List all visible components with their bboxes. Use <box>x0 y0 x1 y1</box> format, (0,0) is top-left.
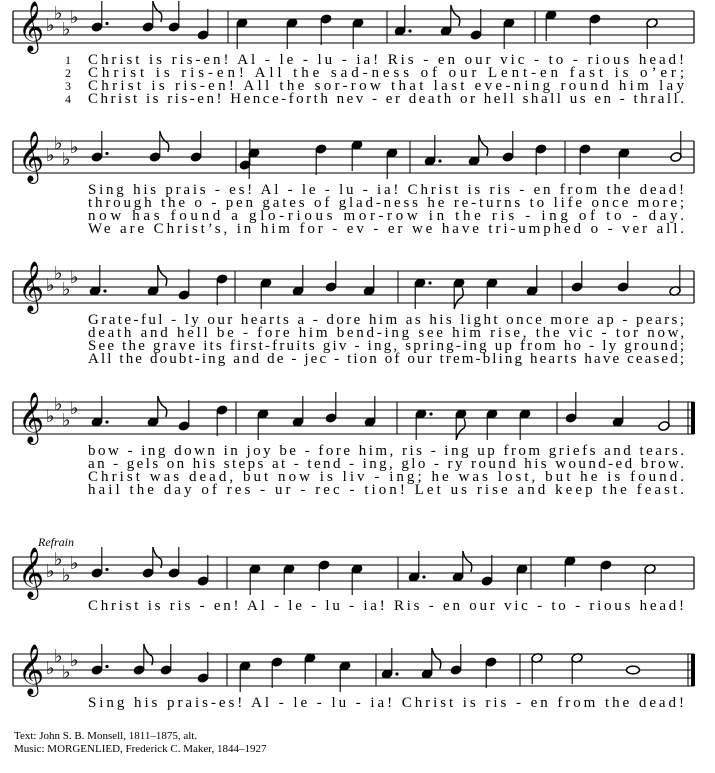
note-flag <box>432 648 441 669</box>
key-flat-icon: ♭ <box>54 394 63 415</box>
lyric-line: Christ was dead, but now is liv - ing; he was lost, but he is found. <box>88 469 685 485</box>
key-flat-icon: ♭ <box>62 662 71 683</box>
key-flat-icon: ♭ <box>46 561 55 582</box>
key-flat-icon: ♭ <box>54 133 63 154</box>
lyric-line: death and hell be - fore him bend-ing see him rise, the vic - tor now, <box>88 325 684 341</box>
note-flag <box>456 419 465 440</box>
note-flag <box>479 135 488 156</box>
note-dot <box>395 672 398 675</box>
lyric-line: Christ is ris - en! Al - le - lu - ia! Ris - en our vic - to - rious head! <box>88 598 685 614</box>
lyric-line: We are Christ’s, in him for - ev - er we have tri-umphed o - ver all. <box>88 221 685 237</box>
treble-clef-icon: 𝄞 <box>18 131 45 182</box>
lyric-line: See the grave its first-fruits giv - ing, spring-ing up from ho - ly ground; <box>88 338 685 354</box>
key-flat-icon: ♭ <box>46 275 55 296</box>
key-flat-icon: ♭ <box>62 279 71 300</box>
key-flat-icon: ♭ <box>70 267 79 288</box>
key-flat-icon: ♭ <box>54 263 63 284</box>
lyric-line: Christ is ris-en! All the sad-ness of our Lent-en fast is o’er; <box>88 65 684 81</box>
note-dot <box>438 159 441 162</box>
treble-clef-icon: 𝄞 <box>18 547 45 598</box>
key-flat-icon: ♭ <box>62 19 71 40</box>
key-flat-icon: ♭ <box>70 553 79 574</box>
key-flat-icon: ♭ <box>46 15 55 36</box>
key-flat-icon: ♭ <box>62 410 71 431</box>
note-dot <box>428 281 431 284</box>
note-flag <box>451 5 460 26</box>
final-barline <box>691 654 695 686</box>
key-flat-icon: ♭ <box>54 549 63 570</box>
music-credit: Music: MORGENLIED, Frederick C. Maker, 1844–1927 <box>14 743 267 755</box>
verse-number: 2 <box>65 66 71 80</box>
lyric-line: Sing his prais-es! Al - le - lu - ia! Christ is ris - en from the dead! <box>88 695 685 711</box>
key-flat-icon: ♭ <box>62 149 71 170</box>
note-dot <box>103 289 106 292</box>
note-dot <box>429 412 432 415</box>
lyric-line: through the o - pen gates of glad-ness he re-turns to life once more; <box>88 195 684 211</box>
lyric-line: Christ is ris-en! Hence-forth nev - er death or hell shall us en - thrall. <box>88 91 685 107</box>
lyric-line: an - gels on his steps at - tend - ing, glo - ry round his wound-ed brow. <box>88 456 685 472</box>
verse-number: 3 <box>65 79 71 93</box>
note-flag <box>158 265 167 286</box>
key-flat-icon: ♭ <box>46 406 55 427</box>
key-flat-icon: ♭ <box>62 565 71 586</box>
treble-clef-icon: 𝄞 <box>18 644 45 695</box>
key-flat-icon: ♭ <box>70 650 79 671</box>
key-flat-icon: ♭ <box>70 7 79 28</box>
note-dot <box>105 665 108 668</box>
note-flag <box>463 551 472 572</box>
refrain-label: Refrain <box>38 535 74 549</box>
lyric-line: now has found a glo-rious mor-row in the ris - ing of to - day. <box>88 208 685 224</box>
note-dot <box>408 29 411 32</box>
treble-clef-icon: 𝄞 <box>18 261 45 312</box>
key-flat-icon: ♭ <box>70 398 79 419</box>
note-dot <box>105 420 108 423</box>
text-credit: Text: John S. B. Monsell, 1811–1875, alt. <box>14 730 198 742</box>
key-flat-icon: ♭ <box>46 658 55 679</box>
final-barline <box>691 402 695 434</box>
lyric-line: bow - ing down in joy be - fore him, ris - ing up from griefs and tears. <box>88 443 684 459</box>
lyric-line: Christ is ris-en! Al - le - lu - ia! Ris - en our vic - to - rious head! <box>88 52 685 68</box>
treble-clef-icon: 𝄞 <box>18 392 45 443</box>
key-flat-icon: ♭ <box>70 137 79 158</box>
note-flag <box>158 396 167 417</box>
key-flat-icon: ♭ <box>54 646 63 667</box>
verse-number: 4 <box>65 92 71 106</box>
verse-number: 1 <box>65 53 71 67</box>
note-dot <box>105 22 108 25</box>
lyric-line: Sing his prais - es! Al - le - lu - ia! Christ is ris - en from the dead! <box>88 182 685 198</box>
key-flat-icon: ♭ <box>46 145 55 166</box>
note-flag <box>454 288 463 309</box>
treble-clef-icon: 𝄞 <box>18 1 45 52</box>
key-flat-icon: ♭ <box>54 3 63 24</box>
note-dot <box>105 568 108 571</box>
credits <box>14 730 267 756</box>
lyric-line: All the doubt-ing and de - jec - tion of our trem-bling hearts have ceased; <box>88 351 684 367</box>
note-head <box>627 666 640 674</box>
lyric-line: hail the day of res - ur - rec - tion! Let us rise and keep the feast. <box>88 482 684 498</box>
note-dot <box>105 152 108 155</box>
note-dot <box>422 575 425 578</box>
lyric-line: Christ is ris-en! All the sor-row that last eve-ning round him lay <box>88 78 684 94</box>
lyric-line: Grate-ful - ly our hearts a - dore him as his light once more ap - pears; <box>88 312 685 328</box>
